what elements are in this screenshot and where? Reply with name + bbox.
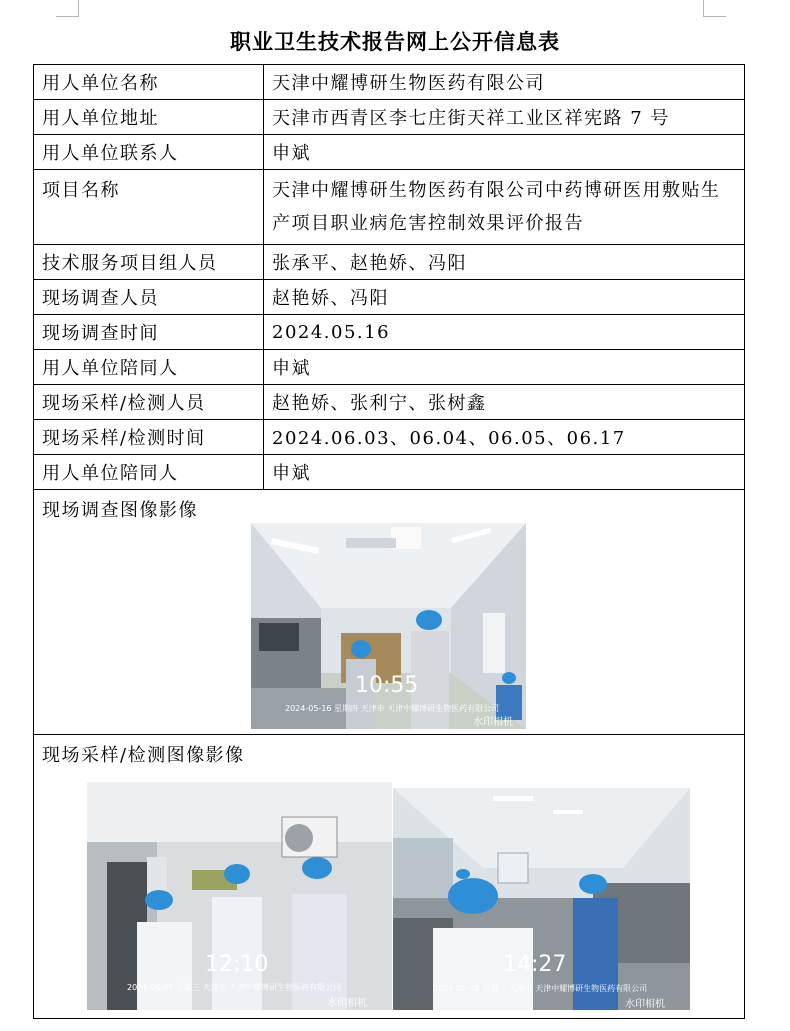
- row-value: 天津市西青区李七庄街天祥工业区祥宪路 7 号: [264, 100, 745, 135]
- row-value: 2024.06.03、06.04、06.05、06.17: [264, 420, 745, 455]
- row-label: 现场调查人员: [34, 280, 264, 315]
- row-label: 技术服务项目组人员: [34, 245, 264, 280]
- photo-time-stamp: 14:27: [503, 952, 567, 977]
- table-row: [34, 385, 745, 420]
- row-value: 赵艳娇、张利宁、张树鑫: [264, 385, 745, 420]
- table-row: [34, 245, 745, 280]
- row-label: 用人单位地址: [34, 100, 264, 135]
- cleanroom-scene-image: [251, 523, 526, 729]
- row-label: 用人单位名称: [34, 65, 264, 100]
- sampling-image-label: 现场采样/检测图像影像: [42, 745, 245, 766]
- photo-caption: 2024-06-05 星期三 天津市 天津中耀博研生物医药有限公司: [127, 983, 342, 992]
- table-row: [34, 280, 745, 315]
- watermark-brand: 水印相机: [327, 998, 367, 1009]
- row-value: 天津中耀博研生物医药有限公司中药博研医用敷贴生产项目职业病危害控制效果评价报告: [264, 170, 745, 245]
- table-row: [34, 350, 745, 385]
- photo-caption: 2024-05-16 星期四 天津市 天津中耀博研生物医药有限公司: [285, 704, 500, 713]
- page-corner-mark-right: [703, 0, 726, 17]
- row-value: 申斌: [264, 455, 745, 490]
- table-row: [34, 170, 745, 245]
- table-row: [34, 420, 745, 455]
- row-value: 赵艳娇、冯阳: [264, 280, 745, 315]
- sampling-photo-cleanroom: [393, 788, 690, 1010]
- photo-time-stamp: 12:10: [205, 952, 269, 977]
- row-label: 项目名称: [34, 170, 264, 245]
- row-value: 申斌: [264, 135, 745, 170]
- watermark-brand: 水印相机: [625, 999, 665, 1010]
- row-value: 天津中耀博研生物医药有限公司: [264, 65, 745, 100]
- photo-time-stamp: 10:55: [355, 673, 419, 698]
- row-value: 张承平、赵艳娇、冯阳: [264, 245, 745, 280]
- row-label: 现场采样/检测人员: [34, 385, 264, 420]
- table-row: [34, 455, 745, 490]
- sampling-photo-outdoor: [87, 782, 392, 1010]
- page-corner-mark-left: [56, 0, 79, 17]
- table-row: [34, 65, 745, 100]
- table-row: [34, 315, 745, 350]
- row-label: 用人单位陪同人: [34, 350, 264, 385]
- row-value: 2024.05.16: [264, 315, 745, 350]
- survey-image-label: 现场调查图像影像: [42, 500, 198, 521]
- survey-photo: [251, 523, 526, 729]
- row-label: 现场采样/检测时间: [34, 420, 264, 455]
- row-label: 现场调查时间: [34, 315, 264, 350]
- photo-caption: 2024-06-05 星期三 天津市 天津中耀博研生物医药有限公司: [433, 984, 648, 993]
- row-label: 用人单位联系人: [34, 135, 264, 170]
- document-title: 职业卫生技术报告网上公开信息表: [230, 29, 560, 54]
- table-row: [34, 135, 745, 170]
- table-row: [34, 100, 745, 135]
- row-label: 用人单位陪同人: [34, 455, 264, 490]
- row-value: 申斌: [264, 350, 745, 385]
- watermark-brand: 水印相机: [473, 717, 513, 728]
